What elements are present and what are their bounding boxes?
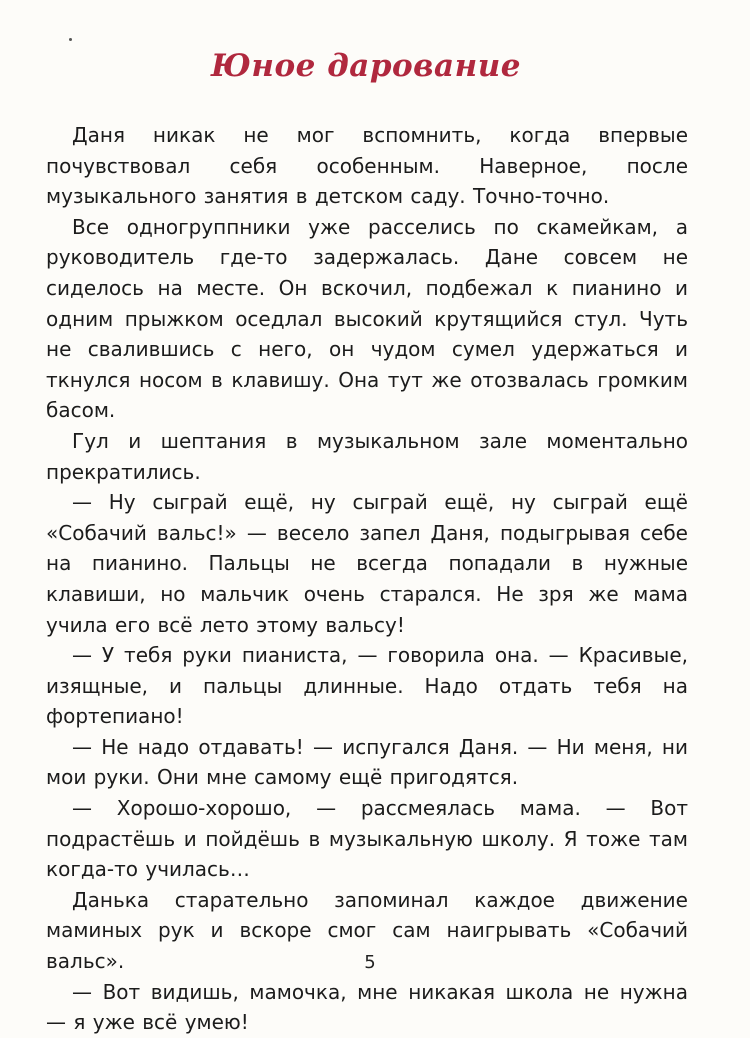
page-title: Юное дарование <box>211 48 521 84</box>
page-number: 5 <box>364 952 376 973</box>
paragraph-4: — Ну сыграй ещё, ну сыграй ещё, ну сыграй ещё «Собачий вальс!» — весело запел Даня, подыгрывая себе на пианино. Пальцы не всегда попадали в нужные клавиши, но мальчик очень старался. Не зря же мама учила его всё лето этому вальсу! <box>46 490 688 637</box>
paragraph-6: — Не надо отдавать! — испугался Даня. — Ни меня, ни мои руки. Они мне самому ещё пригодятся. <box>46 734 688 790</box>
paragraph-7: — Хорошо-хорошо, — рассмеялась мама. — Вот подрастёшь и пойдёшь в музыкальную школу. Я тоже там когда-то училась… <box>46 796 688 882</box>
paragraph-8: Данька старательно запоминал каждое движение маминых рук и вскоре смог сам наигрывать «Собачий вальс». <box>46 887 688 974</box>
paragraph-2: Все одногруппники уже расселись по скамейкам, а руководитель где-то задержалась. Дане совсем не сиделось на месте. Он вскочил, подбежал к пианино и одним прыжком оседлал высокий крутящийся стул. Чуть не свалившись с него, он чудом сумел удержаться и ткнулся носом в клавишу. Она тут же отозвалась громким басом. <box>46 214 688 423</box>
print-speck <box>69 38 72 41</box>
paragraph-5: — У тебя руки пианиста, — говорила она. — Красивые, изящные, и пальцы длинные. Надо отдать тебя на фортепиано! <box>46 643 688 729</box>
paragraph-3: Гул и шептания в музыкальном зале моментально прекратились. <box>46 428 688 484</box>
paragraph-9: — Вот видишь, мамочка, мне никакая школа не нужна — я уже всё умею! <box>46 979 688 1035</box>
story-text <box>46 120 688 1038</box>
paragraph-1: Даня никак не мог вспомнить, когда впервые почувствовал себя особенным. Наверное, после музыкального занятия в детском саду. Точно-точно. <box>46 123 688 209</box>
